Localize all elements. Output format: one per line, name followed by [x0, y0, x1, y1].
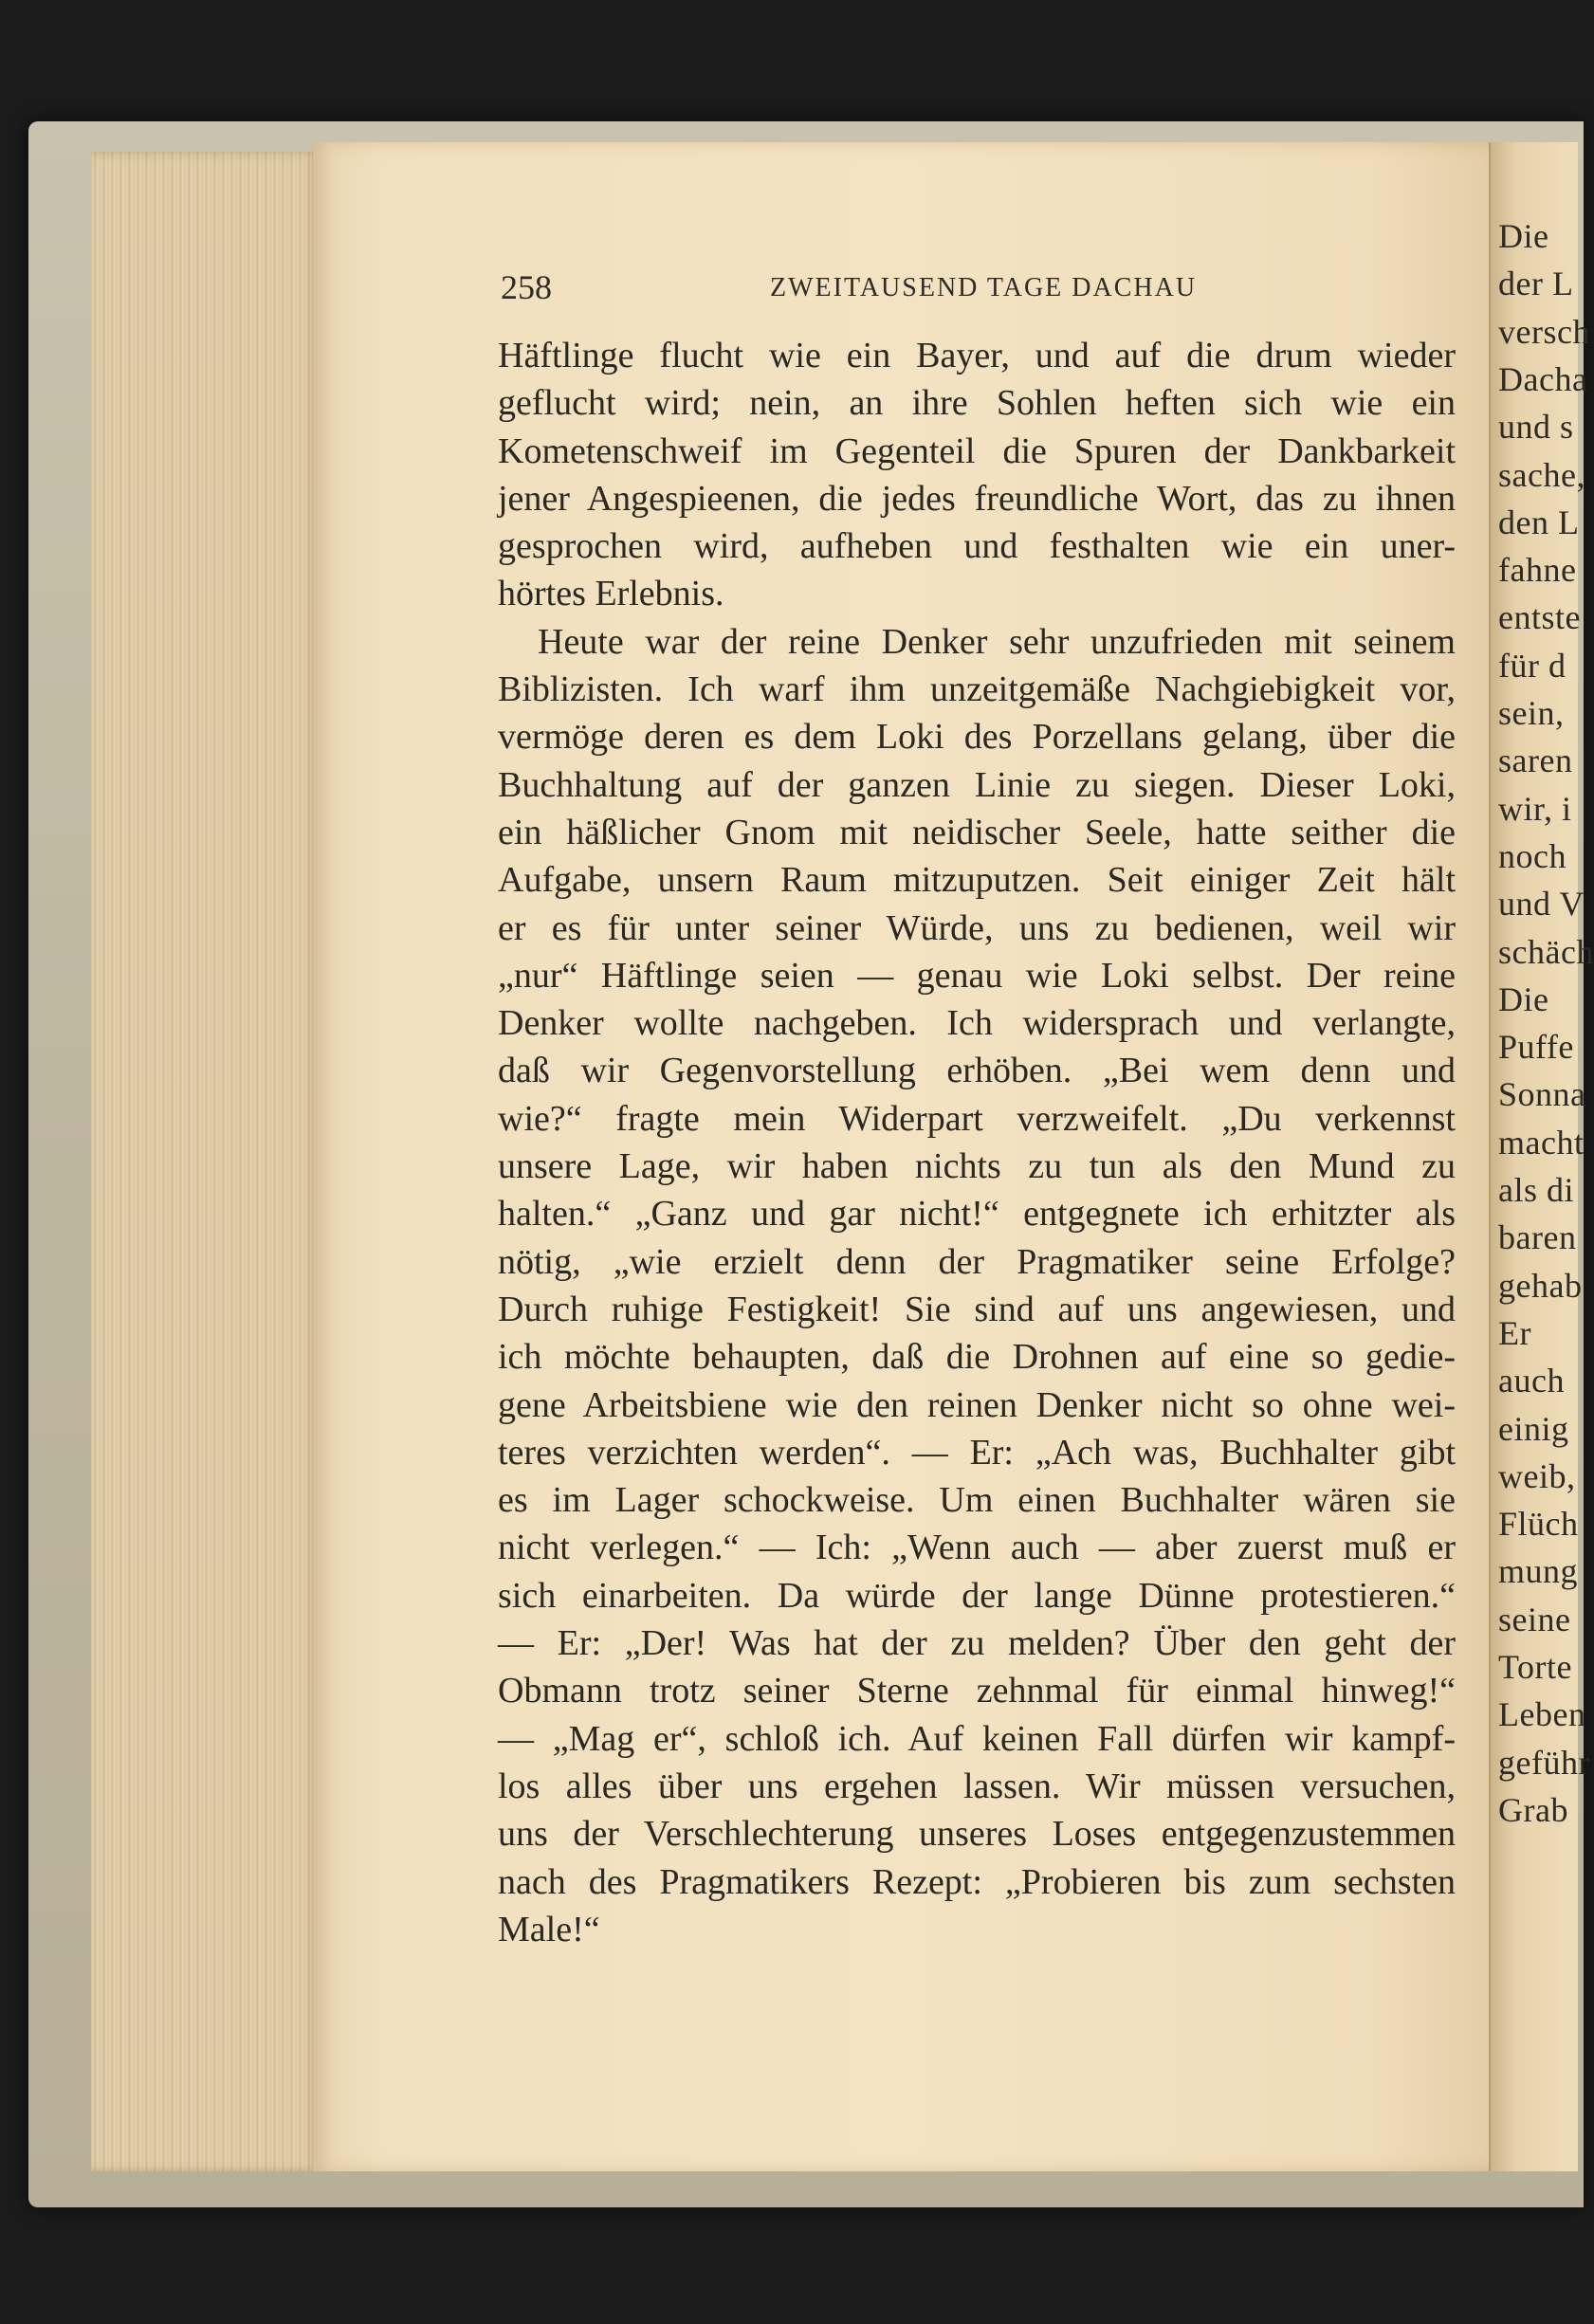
facing-page-line: schäch [1498, 932, 1594, 971]
body-text [498, 332, 1456, 1953]
text-line: Kometenschweif im Gegenteil die Spuren der Dankbarkeit [498, 430, 1456, 471]
text-line: — „Mag er“, schloß ich. Auf keinen Fall dürfen wir kampf- [498, 1718, 1456, 1759]
text-line: es im Lager schockweise. Um einen Buchhalter wären sie [498, 1480, 1456, 1521]
facing-page-line: Sonna [1498, 1075, 1586, 1114]
facing-page-line: Die [1498, 217, 1549, 255]
text-line: Male!“ [498, 1909, 600, 1949]
text-line: Aufgabe, unsern Raum mitzuputzen. Seit einiger Zeit hält [498, 860, 1456, 901]
text-line: vermöge deren es dem Loki des Porzellans gelang, über die [498, 717, 1456, 758]
page-number: 258 [501, 268, 552, 306]
text-line: uns der Verschlechterung unseres Loses entgegenzustemmen [498, 1814, 1456, 1855]
facing-page-line: saren [1498, 741, 1573, 780]
facing-page-line: wir, i [1498, 789, 1572, 828]
text-line: teres verzichten werden“. — Er: „Ach was, Buchhalter gibt [498, 1432, 1456, 1473]
facing-page-line: mung [1498, 1552, 1579, 1591]
text-line: gesprochen wird, aufheben und festhalten wie ein uner- [498, 526, 1456, 567]
text-line: jener Angespieenen, die jedes freundliche Wort, das zu ihnen [498, 478, 1456, 519]
text-line: Buchhaltung auf der ganzen Linie zu siegen. Dieser Loki, [498, 764, 1456, 805]
text-line: ich möchte behaupten, daß die Drohnen auf eine so gedie- [498, 1337, 1456, 1378]
facing-page-line: versch [1498, 312, 1590, 351]
text-line: daß wir Gegenvorstellung erhöben. „Bei wem denn und [498, 1051, 1456, 1091]
facing-page-line: und s [1498, 408, 1574, 447]
facing-page-line: und V [1498, 885, 1585, 924]
facing-page-line: Die [1498, 979, 1549, 1018]
facing-page-line: noch [1498, 836, 1567, 875]
facing-page-line: fahne [1498, 551, 1577, 590]
facing-page-line: Leben [1498, 1695, 1586, 1734]
text-line: er es für unter seiner Würde, uns zu bedienen, weil wir [498, 907, 1456, 948]
facing-page-line: Puffe [1498, 1028, 1574, 1067]
text-line: — Er: „Der! Was hat der zu melden? Über den geht der [498, 1623, 1456, 1664]
facing-page-line: sein, [1498, 694, 1565, 732]
facing-page-line: für d [1498, 646, 1567, 685]
text-line: unsere Lage, wir haben nichts zu tun als den Mund zu [498, 1146, 1456, 1187]
facing-page-line: Dacha [1498, 359, 1588, 398]
text-line: gene Arbeitsbiene wie den reinen Denker nicht so ohne wei- [498, 1384, 1456, 1425]
facing-page-line: als di [1498, 1171, 1574, 1209]
facing-page-line: auch [1498, 1362, 1565, 1400]
facing-page-line: Flüch [1498, 1505, 1579, 1544]
text-line: geflucht wird; nein, an ihre Sohlen heften sich wie ein [498, 383, 1456, 424]
text-line: Häftlinge flucht wie ein Bayer, und auf die drum wieder [498, 336, 1456, 375]
facing-page-line: weib, [1498, 1456, 1576, 1495]
text-line: sich einarbeiten. Da würde der lange Dünne protestieren.“ [498, 1575, 1456, 1616]
facing-page-line: baren [1498, 1218, 1577, 1257]
facing-page-line: der L [1498, 265, 1574, 303]
text-line: nötig, „wie erzielt denn der Pragmatiker seine Erfolge? [498, 1241, 1456, 1282]
text-line: hörtes Erlebnis. [498, 574, 724, 614]
running-head: ZWEITAUSEND TAGE DACHAU [770, 273, 1198, 302]
facing-page-line: geführ [1498, 1743, 1590, 1782]
text-line: wie?“ fragte mein Widerpart verzweifelt. „Du verkennst [498, 1098, 1456, 1139]
text-line: Denker wollte nachgeben. Ich widersprach und verlangte, [498, 1003, 1456, 1044]
text-line: „nur“ Häftlinge seien — genau wie Loki selbst. Der reine [498, 955, 1456, 996]
facing-page-line: einig [1498, 1409, 1569, 1448]
facing-page-line: seine [1498, 1600, 1571, 1638]
text-line: ein häßlicher Gnom mit neidischer Seele, hatte seither die [498, 812, 1456, 852]
facing-page-line: gehab [1498, 1266, 1583, 1305]
facing-page-line: Er [1498, 1313, 1531, 1352]
facing-page [1489, 142, 1594, 2171]
text-line: Obmann trotz seiner Sterne zehnmal für einmal hinweg!“ [498, 1671, 1456, 1711]
text-line: los alles über uns ergehen lassen. Wir müssen versuchen, [498, 1766, 1456, 1806]
page-edges [91, 152, 319, 2171]
facing-page-line: entste [1498, 598, 1581, 637]
facing-page-line: macht [1498, 1123, 1585, 1162]
text-line: Durch ruhige Festigkeit! Sie sind auf uns angewiesen, und [498, 1289, 1456, 1329]
facing-page-line: Torte [1498, 1648, 1572, 1686]
text-line: halten.“ „Ganz und gar nicht!“ entgegnete ich erhitzter als [498, 1194, 1456, 1235]
text-line: Biblizisten. Ich warf ihm unzeitgemäße Nachgiebigkeit vor, [498, 669, 1456, 710]
facing-page-line: sache, [1498, 455, 1585, 494]
facing-page-line: Grab [1498, 1790, 1568, 1829]
text-line: nicht verlegen.“ — Ich: „Wenn auch — aber zuerst muß er [498, 1528, 1456, 1568]
text-line: nach des Pragmatikers Rezept: „Probieren bis zum sechsten [498, 1861, 1456, 1902]
text-line: Heute war der reine Denker sehr unzufrieden mit seinem [538, 621, 1456, 662]
facing-page-line: den L [1498, 503, 1580, 541]
